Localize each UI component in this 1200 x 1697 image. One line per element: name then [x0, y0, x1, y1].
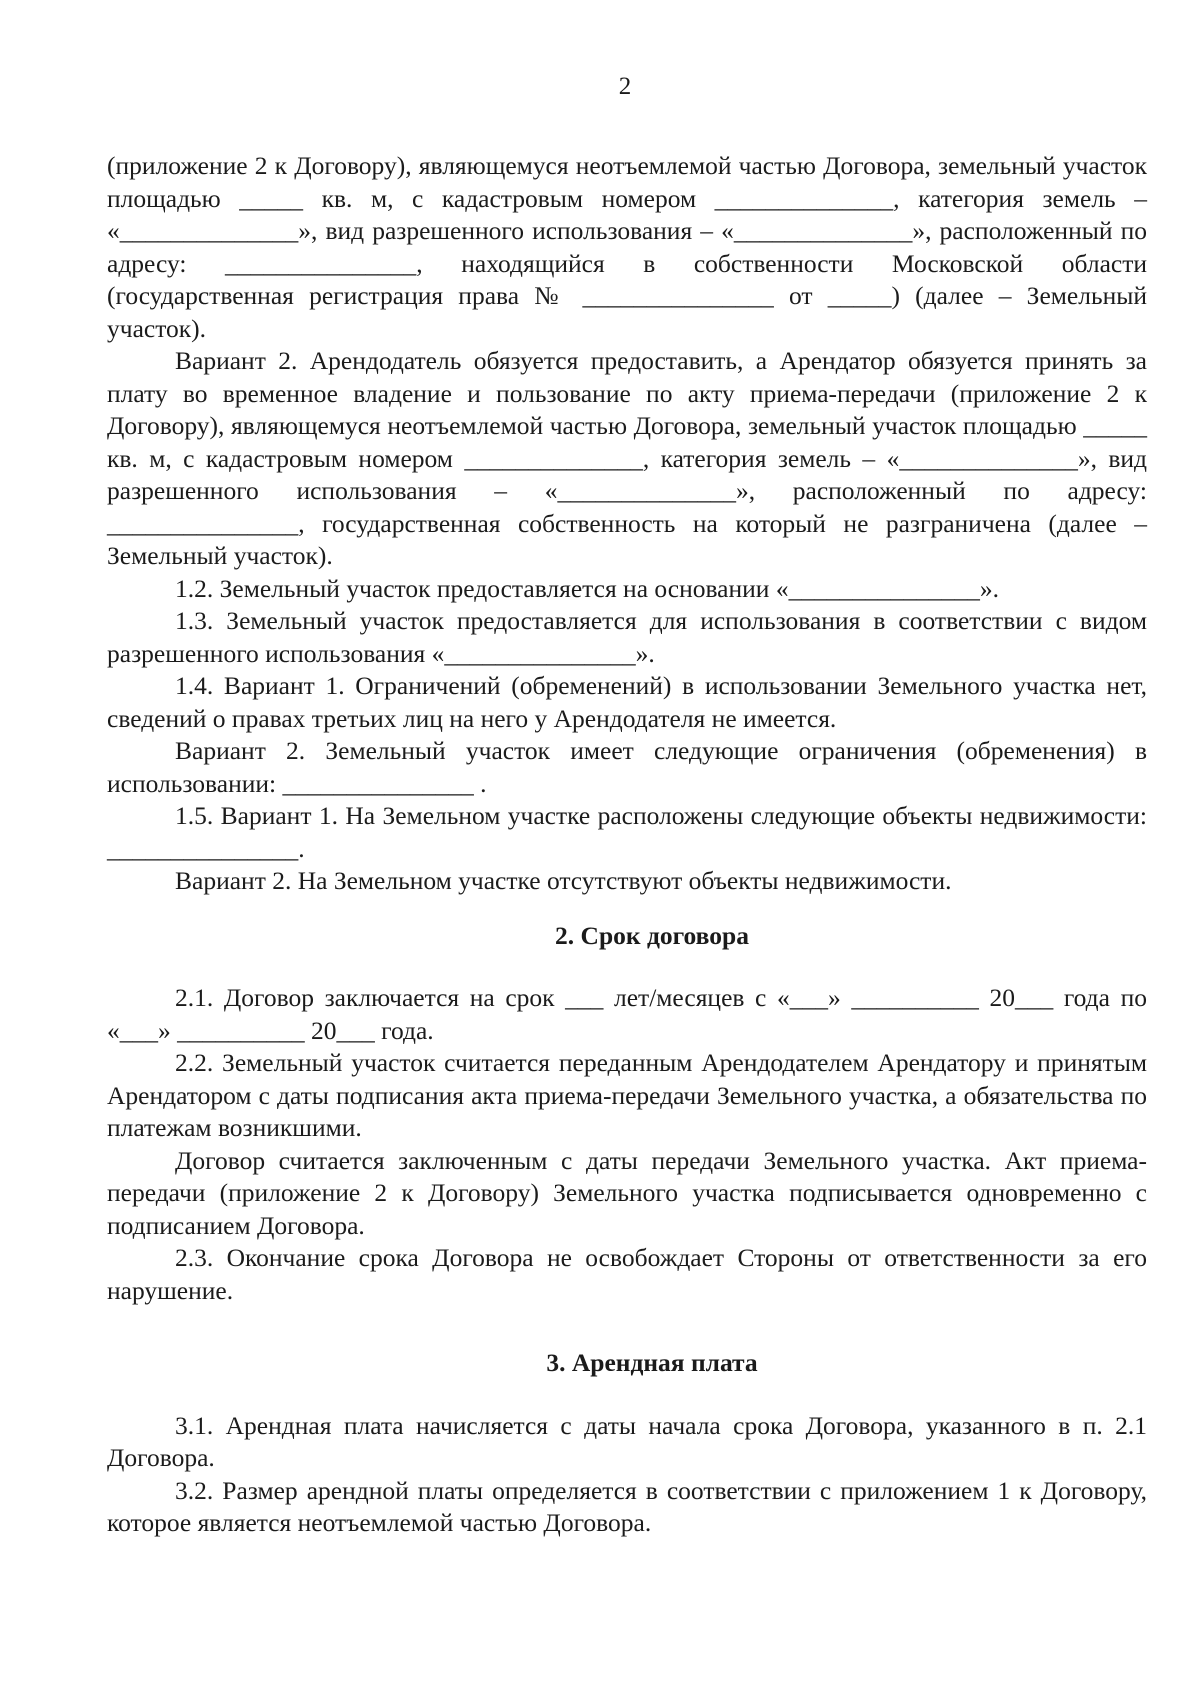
document-body [107, 150, 1147, 1540]
clause-1-4-variant-2: Вариант 2. Земельный участок имеет следующие ограничения (обременения) в использовании: _______________ . [107, 736, 1147, 798]
paragraph-object-description-variant-1: (приложение 2 к Договору), являющемуся неотъемлемой частью Договора, земельный участок площадью _____ кв. м, с кадастровым номером ______________, категория земель – «______________», вид разрешенного использования – «______________», расположенный по адресу: _______________, находящийся в собственности Московской области (государственная регистрация права № _______________ от _____) (далее – Земельный участок). [107, 151, 1147, 343]
clause-1-4-variant-1: 1.4. Вариант 1. Ограничений (обременений) в использовании Земельного участка нет, сведений о правах третьих лиц на него у Арендодателя не имеется. [107, 671, 1147, 733]
clause-2-1: 2.1. Договор заключается на срок ___ лет/месяцев с «___» __________ 20___ года по «___» __________ 20___ года. [107, 983, 1147, 1045]
clause-2-2: 2.2. Земельный участок считается переданным Арендодателем Арендатору и принятым Арендатором с даты подписания акта приема-передачи Земельного участка, а обязательства по платежам возникшими. [107, 1048, 1147, 1142]
clause-1-5-variant-1: 1.5. Вариант 1. На Земельном участке расположены следующие объекты недвижимости: _______________. [107, 801, 1147, 863]
paragraph-variant-2-lease-object: Вариант 2. Арендодатель обязуется предоставить, а Арендатор обязуется принять за плату во временное владение и пользование по акту приема-передачи (приложение 2 к Договору), являющемуся неотъемлемой частью Договора, земельный участок площадью _____ кв. м, с кадастровым номером ______________, категория земель – «______________», вид разрешенного использования – «______________», расположенный по адресу: _______________, государственная собственность на который не разграничена (далее – Земельный участок). [107, 346, 1147, 570]
clause-1-2: 1.2. Земельный участок предоставляется на основании «_______________». [175, 573, 999, 603]
clause-3-2: 3.2. Размер арендной платы определяется в соответствии с приложением 1 к Договору, которое является неотъемлемой частью Договора. [107, 1475, 1147, 1537]
clause-1-5-variant-2: Вариант 2. На Земельном участке отсутствуют объекты недвижимости. [175, 866, 952, 895]
section-2-heading: 2. Срок договора [555, 920, 749, 950]
section-3-heading: 3. Арендная плата [546, 1348, 758, 1377]
clause-3-1: 3.1. Арендная плата начисляется с даты начала срока Договора, указанного в п. 2.1 Договора. [107, 1410, 1147, 1472]
clause-1-3: 1.3. Земельный участок предоставляется для использования в соответствии с видом разрешенного использования «_______________». [107, 606, 1147, 668]
clause-2-3: 2.3. Окончание срока Договора не освобождает Стороны от ответственности за его нарушение. [107, 1243, 1147, 1305]
clause-2-2-contract-concluded: Договор считается заключенным с даты передачи Земельного участка. Акт приема-передачи (приложение 2 к Договору) Земельного участка подписывается одновременно с подписанием Договора. [107, 1145, 1147, 1240]
page-number: 2 [618, 73, 632, 100]
